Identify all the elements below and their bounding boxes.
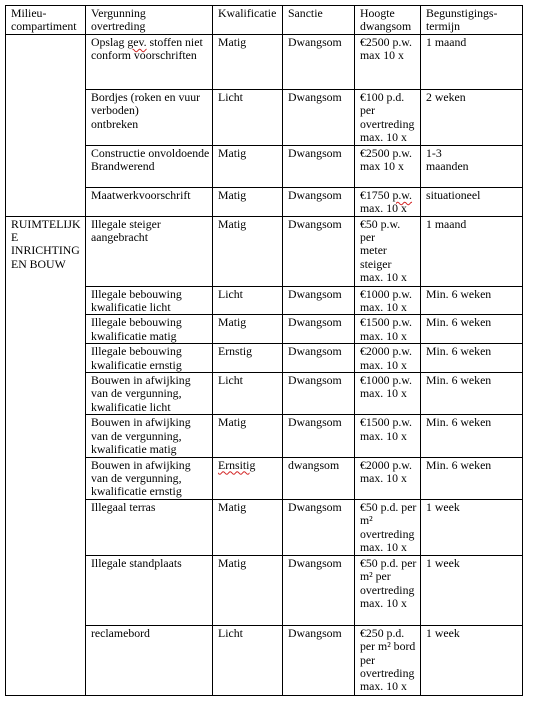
sanction-cell: Dwangsom xyxy=(283,555,355,625)
compartment-cell xyxy=(6,187,86,216)
sanction-cell: Dwangsom xyxy=(283,89,355,145)
sanction-cell: Dwangsom xyxy=(283,344,355,373)
grace-period-cell: 1 week xyxy=(421,555,523,625)
qualification-cell: Matig xyxy=(213,415,283,457)
violation-cell: Bouwen in afwijking van de vergunning, kwalificatie licht xyxy=(86,373,213,415)
qualification-cell: Licht xyxy=(213,286,283,315)
qualification-cell: Matig xyxy=(213,499,283,555)
qualification-cell xyxy=(213,457,283,499)
table-row xyxy=(6,373,523,415)
compartment-cell xyxy=(6,315,86,344)
spelling-error-mark: gev. xyxy=(127,34,147,49)
violation-cell: Illegale bebouwing kwalificatie matig xyxy=(86,315,213,344)
qualification-cell: Matig xyxy=(213,315,283,344)
penalty-amount-cell: €1500 p.w. max. 10 x xyxy=(355,315,421,344)
table-row xyxy=(6,555,523,625)
grace-period-cell: Min. 6 weken xyxy=(421,286,523,315)
grace-period-cell: Min. 6 weken xyxy=(421,415,523,457)
grace-period-cell: 1 maand xyxy=(421,216,523,286)
grace-period-cell: Min. 6 weken xyxy=(421,344,523,373)
penalty-amount-cell: €50 p.d. per m² per overtreding max. 10 x xyxy=(355,555,421,625)
violation-cell: Illegale bebouwing kwalificatie licht xyxy=(86,286,213,315)
header-cell: Milieu- compartiment xyxy=(6,6,86,35)
table-row xyxy=(6,187,523,216)
violation-cell: Constructie onvoldoende Brandwerend xyxy=(86,145,213,187)
header-cell: Vergunning overtreding xyxy=(86,6,213,35)
table-row xyxy=(6,457,523,499)
compartment-cell xyxy=(6,34,86,89)
compartment-cell xyxy=(6,373,86,415)
header-cell: Kwalificatie xyxy=(213,6,283,35)
grace-period-cell: Min. 6 weken xyxy=(421,373,523,415)
penalty-amount-cell: €50 p.w. per meter steiger max. 10 x xyxy=(355,216,421,286)
penalty-amount-cell: €1500 p.w. max. 10 x xyxy=(355,415,421,457)
violation-cell: Illegale standplaats xyxy=(86,555,213,625)
compartment-cell xyxy=(6,286,86,315)
table-row xyxy=(6,34,523,89)
violation-cell: Illegale steiger aangebracht xyxy=(86,216,213,286)
penalty-amount-cell: €1000 p.w. max. 10 x xyxy=(355,373,421,415)
compartment-cell xyxy=(6,145,86,187)
qualification-cell: Licht xyxy=(213,625,283,695)
sanction-cell: Dwangsom xyxy=(283,145,355,187)
sanction-cell: Dwangsom xyxy=(283,499,355,555)
sanction-cell: Dwangsom xyxy=(283,373,355,415)
table-row xyxy=(6,499,523,555)
grace-period-cell: 1 week xyxy=(421,499,523,555)
table-row xyxy=(6,286,523,315)
header-cell: Sanctie xyxy=(283,6,355,35)
compartment-cell xyxy=(6,89,86,145)
penalty-amount-cell: €2000 p.w. max. 10 x xyxy=(355,457,421,499)
sanction-cell: Dwangsom xyxy=(283,286,355,315)
table-row xyxy=(6,89,523,145)
qualification-cell: Licht xyxy=(213,89,283,145)
compartment-cell xyxy=(6,457,86,499)
spelling-error-mark: Ernsitig xyxy=(218,457,256,472)
qualification-cell: Ernstig xyxy=(213,344,283,373)
violation-cell: Bouwen in afwijking van de vergunning, kwalificatie matig xyxy=(86,415,213,457)
sanction-table xyxy=(5,5,523,696)
compartment-cell xyxy=(6,555,86,625)
penalty-amount-cell: €1750 p.w. max. 10 x xyxy=(355,187,421,216)
grace-period-cell: 1 maand xyxy=(421,34,523,89)
grace-period-cell: situationeel xyxy=(421,187,523,216)
compartment-cell xyxy=(6,415,86,457)
violation-cell: Maatwerkvoorschrift xyxy=(86,187,213,216)
violation-cell: Opslag gev. stoffen niet conform voorschriften xyxy=(86,34,213,89)
table-row xyxy=(6,415,523,457)
compartment-cell: RUIMTELIJK E INRICHTING EN BOUW xyxy=(6,216,86,286)
sanction-cell: Dwangsom xyxy=(283,216,355,286)
sanction-cell: Dwangsom xyxy=(283,625,355,695)
violation-cell: Illegale bebouwing kwalificatie ernstig xyxy=(86,344,213,373)
compartment-cell xyxy=(6,499,86,555)
qualification-cell: Matig xyxy=(213,34,283,89)
table-row xyxy=(6,145,523,187)
sanction-cell: Dwangsom xyxy=(283,34,355,89)
grace-period-cell: Min. 6 weken xyxy=(421,315,523,344)
penalty-amount-cell: €1000 p.w. max. 10 x xyxy=(355,286,421,315)
penalty-amount-cell: €250 p.d. per m² bord per overtreding max. 10 x xyxy=(355,625,421,695)
qualification-cell: Licht xyxy=(213,373,283,415)
violation-cell: Bordjes (roken en vuur verboden) ontbreken xyxy=(86,89,213,145)
table-row xyxy=(6,216,523,286)
spelling-error-mark: p.w. xyxy=(392,187,413,202)
compartment-cell xyxy=(6,344,86,373)
qualification-cell: Matig xyxy=(213,216,283,286)
penalty-amount-cell: €50 p.d. per m² overtreding max. 10 x xyxy=(355,499,421,555)
compartment-cell xyxy=(6,625,86,695)
qualification-cell: Matig xyxy=(213,145,283,187)
grace-period-cell: 1 week xyxy=(421,625,523,695)
qualification-cell: Matig xyxy=(213,555,283,625)
grace-period-cell: Min. 6 weken xyxy=(421,457,523,499)
penalty-amount-cell: €2500 p.w. max 10 x xyxy=(355,34,421,89)
grace-period-cell: 2 weken xyxy=(421,89,523,145)
sanction-cell: Dwangsom xyxy=(283,315,355,344)
penalty-amount-cell: €2500 p.w. max 10 x xyxy=(355,145,421,187)
violation-cell: reclamebord xyxy=(86,625,213,695)
sanction-cell: Dwangsom xyxy=(283,187,355,216)
table-row xyxy=(6,344,523,373)
sanction-cell: Dwangsom xyxy=(283,415,355,457)
penalty-amount-cell: €100 p.d. per overtreding max. 10 x xyxy=(355,89,421,145)
table-header-row xyxy=(6,6,523,35)
table-row xyxy=(6,625,523,695)
table-row xyxy=(6,315,523,344)
sanction-cell: dwangsom xyxy=(283,457,355,499)
violation-cell: Illegaal terras xyxy=(86,499,213,555)
violation-cell: Bouwen in afwijking van de vergunning, kwalificatie ernstig xyxy=(86,457,213,499)
header-cell: Begunstigings- termijn xyxy=(421,6,523,35)
grace-period-cell: 1-3 maanden xyxy=(421,145,523,187)
header-cell: Hoogte dwangsom xyxy=(355,6,421,35)
penalty-amount-cell: €2000 p.w. max. 10 x xyxy=(355,344,421,373)
qualification-cell: Matig xyxy=(213,187,283,216)
